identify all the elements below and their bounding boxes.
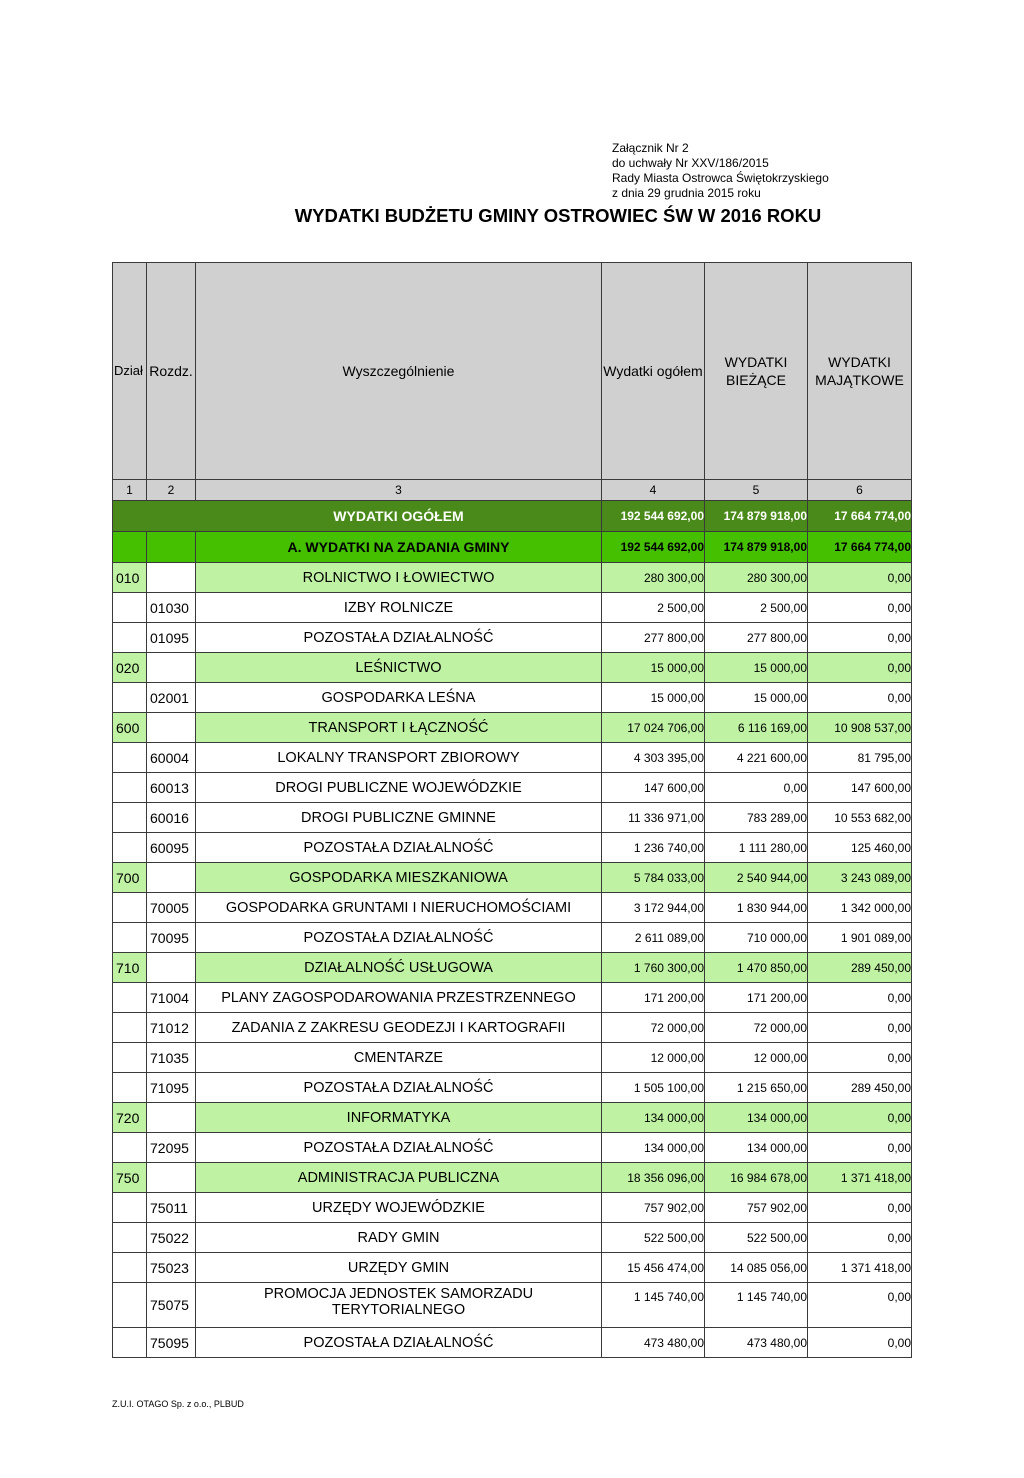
cell-biezace: 277 800,00	[705, 623, 808, 653]
cell-dzial: 710	[113, 953, 147, 983]
cell-ogolem: 15 000,00	[602, 683, 705, 713]
cell-dzial	[113, 923, 147, 953]
cell-rozdz	[147, 953, 196, 983]
cell-dzial	[113, 773, 147, 803]
cell-dzial	[113, 1043, 147, 1073]
zadania-dzial	[113, 532, 147, 563]
cell-rozdz: 75023	[147, 1253, 196, 1283]
rozdzial-row	[113, 1073, 912, 1103]
rozdzial-row	[113, 593, 912, 623]
cell-majatkowe: 1 901 089,00	[808, 923, 912, 953]
cell-rozdz: 01095	[147, 623, 196, 653]
cell-dzial	[113, 743, 147, 773]
rozdzial-row	[113, 1133, 912, 1163]
cell-biezace: 522 500,00	[705, 1223, 808, 1253]
header-wyszczegolnienie: Wyszczególnienie	[196, 263, 602, 480]
rozdzial-row	[113, 683, 912, 713]
cell-name: POZOSTAŁA DZIAŁALNOŚĆ	[196, 1133, 602, 1163]
cell-ogolem: 2 500,00	[602, 593, 705, 623]
cell-name: POZOSTAŁA DZIAŁALNOŚĆ	[196, 1328, 602, 1358]
cell-ogolem: 134 000,00	[602, 1133, 705, 1163]
annex-block	[612, 141, 829, 201]
annex-line: Rady Miasta Ostrowca Świętokrzyskiego	[612, 171, 829, 185]
zadania-rozdz	[147, 532, 196, 563]
cell-dzial	[113, 833, 147, 863]
cell-biezace: 171 200,00	[705, 983, 808, 1013]
column-number: 1	[113, 480, 147, 501]
cell-majatkowe: 0,00	[808, 1103, 912, 1133]
header-majatkowe: WYDATKI MAJĄTKOWE	[808, 263, 912, 480]
cell-rozdz: 71095	[147, 1073, 196, 1103]
cell-dzial: 600	[113, 713, 147, 743]
cell-name: ROLNICTWO I ŁOWIECTWO	[196, 563, 602, 593]
cell-ogolem: 17 024 706,00	[602, 713, 705, 743]
cell-name: GOSPODARKA MIESZKANIOWA	[196, 863, 602, 893]
cell-rozdz: 60095	[147, 833, 196, 863]
column-number: 4	[602, 480, 705, 501]
cell-majatkowe: 0,00	[808, 1283, 912, 1328]
cell-biezace: 1 111 280,00	[705, 833, 808, 863]
cell-dzial	[113, 1073, 147, 1103]
cell-biezace: 473 480,00	[705, 1328, 808, 1358]
cell-ogolem: 72 000,00	[602, 1013, 705, 1043]
cell-biezace: 14 085 056,00	[705, 1253, 808, 1283]
cell-biezace: 1 470 850,00	[705, 953, 808, 983]
cell-dzial	[113, 683, 147, 713]
cell-ogolem: 171 200,00	[602, 983, 705, 1013]
cell-name: PLANY ZAGOSPODAROWANIA PRZESTRZENNEGO	[196, 983, 602, 1013]
header-biezace: WYDATKI BIEŻĄCE	[705, 263, 808, 480]
cell-biezace: 1 215 650,00	[705, 1073, 808, 1103]
cell-ogolem: 15 456 474,00	[602, 1253, 705, 1283]
zadania-majatkowe: 17 664 774,00	[808, 532, 912, 563]
cell-ogolem: 2 611 089,00	[602, 923, 705, 953]
total-ogolem: 192 544 692,00	[602, 501, 705, 532]
cell-ogolem: 15 000,00	[602, 653, 705, 683]
cell-rozdz: 02001	[147, 683, 196, 713]
rozdzial-row	[113, 983, 912, 1013]
total-label: WYDATKI OGÓŁEM	[113, 501, 602, 532]
cell-majatkowe: 0,00	[808, 983, 912, 1013]
cell-dzial	[113, 1013, 147, 1043]
cell-name: CMENTARZE	[196, 1043, 602, 1073]
cell-dzial	[113, 1223, 147, 1253]
cell-majatkowe: 0,00	[808, 1193, 912, 1223]
cell-majatkowe: 10 908 537,00	[808, 713, 912, 743]
cell-majatkowe: 0,00	[808, 1223, 912, 1253]
annex-line: z dnia 29 grudnia 2015 roku	[612, 186, 761, 200]
cell-ogolem: 473 480,00	[602, 1328, 705, 1358]
cell-majatkowe: 125 460,00	[808, 833, 912, 863]
cell-majatkowe: 1 371 418,00	[808, 1253, 912, 1283]
footer-credit: Z.U.I. OTAGO Sp. z o.o., PLBUD	[112, 1399, 244, 1409]
cell-rozdz	[147, 563, 196, 593]
cell-majatkowe: 0,00	[808, 653, 912, 683]
dzial-row	[113, 1103, 912, 1133]
header-rozdz: Rozdz.	[147, 263, 196, 480]
cell-rozdz: 71004	[147, 983, 196, 1013]
cell-rozdz: 75095	[147, 1328, 196, 1358]
cell-ogolem: 280 300,00	[602, 563, 705, 593]
cell-biezace: 757 902,00	[705, 1193, 808, 1223]
rozdzial-row	[113, 1328, 912, 1358]
total-row	[113, 501, 912, 532]
cell-ogolem: 5 784 033,00	[602, 863, 705, 893]
cell-biezace: 134 000,00	[705, 1103, 808, 1133]
cell-ogolem: 12 000,00	[602, 1043, 705, 1073]
cell-majatkowe: 0,00	[808, 623, 912, 653]
header-dzial: Dział	[113, 263, 147, 480]
rozdzial-row	[113, 773, 912, 803]
cell-ogolem: 18 356 096,00	[602, 1163, 705, 1193]
rozdzial-row	[113, 1193, 912, 1223]
rozdzial-row	[113, 1283, 912, 1328]
page-title: WYDATKI BUDŻETU GMINY OSTROWIEC ŚW W 2016 ROKU	[294, 205, 822, 226]
cell-majatkowe: 0,00	[808, 593, 912, 623]
cell-rozdz: 75075	[147, 1283, 196, 1328]
cell-name: POZOSTAŁA DZIAŁALNOŚĆ	[196, 1073, 602, 1103]
cell-biezace: 710 000,00	[705, 923, 808, 953]
cell-rozdz: 70095	[147, 923, 196, 953]
rozdzial-row	[113, 1223, 912, 1253]
cell-biezace: 1 830 944,00	[705, 893, 808, 923]
cell-name: LEŚNICTWO	[196, 653, 602, 683]
cell-name: DROGI PUBLICZNE GMINNE	[196, 803, 602, 833]
cell-majatkowe: 0,00	[808, 563, 912, 593]
cell-ogolem: 11 336 971,00	[602, 803, 705, 833]
cell-dzial	[113, 1283, 147, 1328]
cell-majatkowe: 10 553 682,00	[808, 803, 912, 833]
header-ogolem: Wydatki ogółem	[602, 263, 705, 480]
cell-dzial	[113, 623, 147, 653]
cell-rozdz: 75011	[147, 1193, 196, 1223]
annex-line: Załącznik Nr 2	[612, 141, 689, 155]
cell-biezace: 1 145 740,00	[705, 1283, 808, 1328]
cell-name: ZADANIA Z ZAKRESU GEODEZJI I KARTOGRAFII	[196, 1013, 602, 1043]
rozdzial-row	[113, 623, 912, 653]
cell-rozdz: 75022	[147, 1223, 196, 1253]
dzial-row	[113, 863, 912, 893]
cell-rozdz: 01030	[147, 593, 196, 623]
cell-dzial: 700	[113, 863, 147, 893]
cell-ogolem: 1 760 300,00	[602, 953, 705, 983]
rozdzial-row	[113, 923, 912, 953]
cell-biezace: 6 116 169,00	[705, 713, 808, 743]
rozdzial-row	[113, 1013, 912, 1043]
cell-name: GOSPODARKA LEŚNA	[196, 683, 602, 713]
rozdzial-row	[113, 893, 912, 923]
cell-dzial: 010	[113, 563, 147, 593]
cell-rozdz	[147, 1103, 196, 1133]
cell-name: DROGI PUBLICZNE WOJEWÓDZKIE	[196, 773, 602, 803]
cell-majatkowe: 1 371 418,00	[808, 1163, 912, 1193]
cell-biezace: 12 000,00	[705, 1043, 808, 1073]
cell-name: URZĘDY WOJEWÓDZKIE	[196, 1193, 602, 1223]
cell-rozdz: 60004	[147, 743, 196, 773]
cell-majatkowe: 0,00	[808, 683, 912, 713]
cell-dzial	[113, 1253, 147, 1283]
column-number: 6	[808, 480, 912, 501]
zadania-biezace: 174 879 918,00	[705, 532, 808, 563]
rozdzial-row	[113, 743, 912, 773]
cell-majatkowe: 0,00	[808, 1013, 912, 1043]
table-header-row	[113, 263, 912, 480]
cell-rozdz: 72095	[147, 1133, 196, 1163]
column-number-row	[113, 480, 912, 501]
cell-biezace: 783 289,00	[705, 803, 808, 833]
column-number: 5	[705, 480, 808, 501]
cell-name: ADMINISTRACJA PUBLICZNA	[196, 1163, 602, 1193]
cell-biezace: 15 000,00	[705, 683, 808, 713]
cell-biezace: 0,00	[705, 773, 808, 803]
cell-biezace: 15 000,00	[705, 653, 808, 683]
cell-rozdz: 70005	[147, 893, 196, 923]
cell-rozdz: 60013	[147, 773, 196, 803]
cell-majatkowe: 0,00	[808, 1043, 912, 1073]
rozdzial-row	[113, 1043, 912, 1073]
cell-dzial: 020	[113, 653, 147, 683]
cell-rozdz	[147, 863, 196, 893]
dzial-row	[113, 563, 912, 593]
total-majatkowe: 17 664 774,00	[808, 501, 912, 532]
cell-rozdz	[147, 713, 196, 743]
cell-biezace: 72 000,00	[705, 1013, 808, 1043]
cell-name: GOSPODARKA GRUNTAMI I NIERUCHOMOŚCIAMI	[196, 893, 602, 923]
cell-ogolem: 522 500,00	[602, 1223, 705, 1253]
cell-rozdz: 71035	[147, 1043, 196, 1073]
cell-biezace: 4 221 600,00	[705, 743, 808, 773]
cell-majatkowe: 289 450,00	[808, 953, 912, 983]
budget-table	[112, 262, 912, 1358]
total-biezace: 174 879 918,00	[705, 501, 808, 532]
cell-biezace: 134 000,00	[705, 1133, 808, 1163]
cell-rozdz	[147, 1163, 196, 1193]
cell-dzial	[113, 1133, 147, 1163]
cell-name: POZOSTAŁA DZIAŁALNOŚĆ	[196, 623, 602, 653]
cell-name: RADY GMIN	[196, 1223, 602, 1253]
rozdzial-row	[113, 833, 912, 863]
rozdzial-row	[113, 803, 912, 833]
cell-biezace: 280 300,00	[705, 563, 808, 593]
cell-name: IZBY ROLNICZE	[196, 593, 602, 623]
zadania-label: A. WYDATKI NA ZADANIA GMINY	[196, 532, 602, 563]
cell-name: INFORMATYKA	[196, 1103, 602, 1133]
cell-biezace: 2 500,00	[705, 593, 808, 623]
cell-name: DZIAŁALNOŚĆ USŁUGOWA	[196, 953, 602, 983]
cell-majatkowe: 1 342 000,00	[808, 893, 912, 923]
cell-rozdz: 60016	[147, 803, 196, 833]
column-number: 2	[147, 480, 196, 501]
cell-majatkowe: 0,00	[808, 1328, 912, 1358]
column-number: 3	[196, 480, 602, 501]
cell-dzial	[113, 803, 147, 833]
cell-dzial	[113, 893, 147, 923]
cell-rozdz	[147, 653, 196, 683]
rozdzial-row	[113, 1253, 912, 1283]
cell-dzial	[113, 593, 147, 623]
cell-dzial: 720	[113, 1103, 147, 1133]
cell-ogolem: 277 800,00	[602, 623, 705, 653]
dzial-row	[113, 953, 912, 983]
zadania-row	[113, 532, 912, 563]
cell-name: TRANSPORT I ŁĄCZNOŚĆ	[196, 713, 602, 743]
cell-ogolem: 4 303 395,00	[602, 743, 705, 773]
cell-name: LOKALNY TRANSPORT ZBIOROWY	[196, 743, 602, 773]
cell-biezace: 16 984 678,00	[705, 1163, 808, 1193]
cell-dzial: 750	[113, 1163, 147, 1193]
cell-ogolem: 134 000,00	[602, 1103, 705, 1133]
annex-line: do uchwały Nr XXV/186/2015	[612, 156, 769, 170]
cell-majatkowe: 3 243 089,00	[808, 863, 912, 893]
cell-ogolem: 1 236 740,00	[602, 833, 705, 863]
cell-dzial	[113, 983, 147, 1013]
cell-biezace: 2 540 944,00	[705, 863, 808, 893]
cell-ogolem: 757 902,00	[602, 1193, 705, 1223]
cell-ogolem: 3 172 944,00	[602, 893, 705, 923]
cell-majatkowe: 0,00	[808, 1133, 912, 1163]
dzial-row	[113, 653, 912, 683]
cell-majatkowe: 81 795,00	[808, 743, 912, 773]
cell-name: POZOSTAŁA DZIAŁALNOŚĆ	[196, 923, 602, 953]
cell-dzial	[113, 1328, 147, 1358]
cell-ogolem: 147 600,00	[602, 773, 705, 803]
cell-majatkowe: 289 450,00	[808, 1073, 912, 1103]
cell-name: URZĘDY GMIN	[196, 1253, 602, 1283]
cell-rozdz: 71012	[147, 1013, 196, 1043]
cell-majatkowe: 147 600,00	[808, 773, 912, 803]
cell-ogolem: 1 145 740,00	[602, 1283, 705, 1328]
cell-name: POZOSTAŁA DZIAŁALNOŚĆ	[196, 833, 602, 863]
dzial-row	[113, 713, 912, 743]
zadania-ogolem: 192 544 692,00	[602, 532, 705, 563]
cell-ogolem: 1 505 100,00	[602, 1073, 705, 1103]
cell-name: PROMOCJA JEDNOSTEK SAMORZADU TERYTORIALNEGO	[196, 1283, 602, 1328]
dzial-row	[113, 1163, 912, 1193]
cell-dzial	[113, 1193, 147, 1223]
